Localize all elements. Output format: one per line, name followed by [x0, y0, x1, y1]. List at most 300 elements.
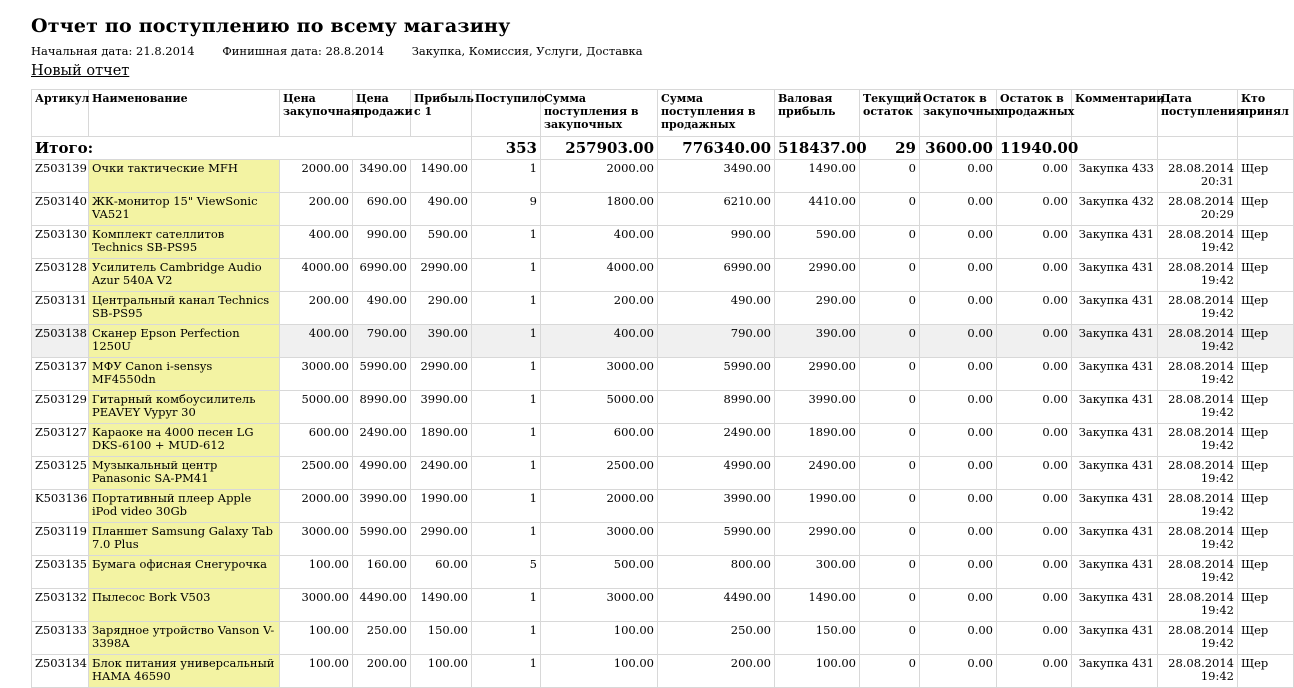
- cell-accepted-by: Щер: [1238, 523, 1294, 556]
- cell-date: [1158, 292, 1238, 325]
- end-date: Финишная дата: 28.8.2014: [222, 44, 385, 58]
- table-row[interactable]: [32, 292, 1294, 325]
- col-name: Наименование: [89, 90, 280, 137]
- cell-profit: 490.00: [411, 193, 472, 226]
- cell-comment: Закупка 431: [1072, 292, 1158, 325]
- cell-date-day: 28.08.2014: [1168, 458, 1234, 472]
- cell-sku: Z503135: [32, 556, 89, 589]
- cell-received: 1: [472, 622, 541, 655]
- cell-name: Очки тактические MFH: [89, 160, 280, 193]
- cell-date-time: 19:42: [1200, 372, 1234, 386]
- table-row[interactable]: [32, 523, 1294, 556]
- cell-date-time: 19:42: [1200, 438, 1234, 452]
- cell-date-time: 19:42: [1200, 504, 1234, 518]
- cell-stock-purchase: 0.00: [920, 259, 997, 292]
- cell-buy-price: 3000.00: [280, 589, 353, 622]
- cell-stock: 0: [860, 226, 920, 259]
- col-sku: Артикул: [32, 90, 89, 137]
- cell-gross-profit: 150.00: [775, 622, 860, 655]
- col-received: Поступило: [472, 90, 541, 137]
- cell-stock: 0: [860, 259, 920, 292]
- cell-sum-sale: 6990.00: [658, 259, 775, 292]
- col-sum-sale: Сумма поступления в продажных: [658, 90, 775, 137]
- cell-name: Пылесос Bork V503: [89, 589, 280, 622]
- cell-profit: 1490.00: [411, 589, 472, 622]
- cell-stock-purchase: 0.00: [920, 490, 997, 523]
- cell-profit: 60.00: [411, 556, 472, 589]
- cell-sum-purchase: 4000.00: [541, 259, 658, 292]
- cell-buy-price: 2000.00: [280, 160, 353, 193]
- totals-label: Итого:: [32, 137, 472, 160]
- cell-date: [1158, 424, 1238, 457]
- cell-accepted-by: Щер: [1238, 424, 1294, 457]
- cell-sell-price: 5990.00: [353, 358, 411, 391]
- cell-comment: Закупка 431: [1072, 391, 1158, 424]
- cell-comment: Закупка 431: [1072, 358, 1158, 391]
- cell-sum-purchase: 400.00: [541, 325, 658, 358]
- cell-stock-purchase: 0.00: [920, 292, 997, 325]
- cell-accepted-by: Щер: [1238, 193, 1294, 226]
- cell-profit: 390.00: [411, 325, 472, 358]
- table-row[interactable]: [32, 589, 1294, 622]
- cell-name: Комплект сателлитов Technics SB-PS95: [89, 226, 280, 259]
- cell-date-time: 19:42: [1200, 570, 1234, 584]
- cell-stock: 0: [860, 292, 920, 325]
- cell-received: 1: [472, 457, 541, 490]
- cell-date: [1158, 193, 1238, 226]
- table-row[interactable]: [32, 259, 1294, 292]
- cell-stock-purchase: 0.00: [920, 457, 997, 490]
- cell-sum-purchase: 400.00: [541, 226, 658, 259]
- totals-row: [32, 137, 1294, 160]
- cell-date-time: 19:42: [1200, 537, 1234, 551]
- cell-buy-price: 200.00: [280, 292, 353, 325]
- cell-stock: 0: [860, 622, 920, 655]
- cell-accepted-by: Щер: [1238, 259, 1294, 292]
- report-table-container[interactable]: [31, 89, 1289, 683]
- cell-date: [1158, 160, 1238, 193]
- cell-buy-price: 3000.00: [280, 358, 353, 391]
- cell-stock: 0: [860, 193, 920, 226]
- cell-gross-profit: 3990.00: [775, 391, 860, 424]
- cell-comment: Закупка 431: [1072, 490, 1158, 523]
- cell-stock-sale: 0.00: [997, 391, 1072, 424]
- cell-stock: 0: [860, 391, 920, 424]
- cell-profit: 590.00: [411, 226, 472, 259]
- cell-date-time: 19:42: [1200, 636, 1234, 650]
- cell-stock: 0: [860, 589, 920, 622]
- col-stock-purchase: Остаток в закупочных: [920, 90, 997, 137]
- cell-profit: 2990.00: [411, 259, 472, 292]
- cell-stock-sale: 0.00: [997, 259, 1072, 292]
- cell-stock-purchase: 0.00: [920, 160, 997, 193]
- total-sum-sale: 776340.00: [658, 137, 775, 160]
- cell-stock: 0: [860, 655, 920, 688]
- cell-buy-price: 600.00: [280, 424, 353, 457]
- cell-date-day: 28.08.2014: [1168, 557, 1234, 571]
- cell-profit: 290.00: [411, 292, 472, 325]
- cell-sum-purchase: 2000.00: [541, 490, 658, 523]
- cell-date: [1158, 457, 1238, 490]
- cell-date: [1158, 226, 1238, 259]
- cell-sum-sale: 4490.00: [658, 589, 775, 622]
- cell-date: [1158, 259, 1238, 292]
- cell-date: [1158, 325, 1238, 358]
- cell-stock-sale: 0.00: [997, 589, 1072, 622]
- cell-comment: Закупка 431: [1072, 589, 1158, 622]
- cell-date: [1158, 655, 1238, 688]
- cell-name: Усилитель Cambridge Audio Azur 540A V2: [89, 259, 280, 292]
- cell-profit: 100.00: [411, 655, 472, 688]
- cell-date-day: 28.08.2014: [1168, 194, 1234, 208]
- cell-sell-price: 2490.00: [353, 424, 411, 457]
- operation-types: Закупка, Комиссия, Услуги, Доставка: [411, 44, 643, 58]
- cell-sell-price: 5990.00: [353, 523, 411, 556]
- cell-stock-sale: 0.00: [997, 292, 1072, 325]
- cell-accepted-by: Щер: [1238, 457, 1294, 490]
- cell-sum-purchase: 1800.00: [541, 193, 658, 226]
- cell-gross-profit: 2990.00: [775, 523, 860, 556]
- cell-sum-sale: 990.00: [658, 226, 775, 259]
- cell-date: [1158, 523, 1238, 556]
- table-row[interactable]: [32, 556, 1294, 589]
- total-sum-purchase: 257903.00: [541, 137, 658, 160]
- cell-profit: 2490.00: [411, 457, 472, 490]
- cell-stock-purchase: 0.00: [920, 655, 997, 688]
- cell-stock: 0: [860, 160, 920, 193]
- cell-stock-sale: 0.00: [997, 424, 1072, 457]
- cell-sku: Z503128: [32, 259, 89, 292]
- cell-sum-sale: 4990.00: [658, 457, 775, 490]
- cell-name: ЖК-монитор 15" ViewSonic VA521: [89, 193, 280, 226]
- cell-date-time: 19:42: [1200, 240, 1234, 254]
- cell-date: [1158, 490, 1238, 523]
- cell-date-day: 28.08.2014: [1168, 524, 1234, 538]
- new-report-link[interactable]: Новый отчет: [31, 63, 130, 79]
- cell-gross-profit: 300.00: [775, 556, 860, 589]
- cell-date-day: 28.08.2014: [1168, 491, 1234, 505]
- cell-sku: Z503132: [32, 589, 89, 622]
- cell-comment: Закупка 431: [1072, 424, 1158, 457]
- cell-profit: 1890.00: [411, 424, 472, 457]
- total-stock: 29: [860, 137, 920, 160]
- cell-date-time: 19:42: [1200, 273, 1234, 287]
- cell-accepted-by: Щер: [1238, 226, 1294, 259]
- cell-sum-purchase: 100.00: [541, 655, 658, 688]
- cell-sell-price: 6990.00: [353, 259, 411, 292]
- cell-stock-sale: 0.00: [997, 490, 1072, 523]
- cell-stock: 0: [860, 490, 920, 523]
- cell-stock-sale: 0.00: [997, 325, 1072, 358]
- cell-gross-profit: 590.00: [775, 226, 860, 259]
- table-row[interactable]: [32, 358, 1294, 391]
- cell-profit: 1990.00: [411, 490, 472, 523]
- cell-stock-purchase: 0.00: [920, 226, 997, 259]
- total-received: 353: [472, 137, 541, 160]
- cell-name: Зарядное утройство Vanson V-3398A: [89, 622, 280, 655]
- cell-date-day: 28.08.2014: [1168, 623, 1234, 637]
- cell-buy-price: 4000.00: [280, 259, 353, 292]
- cell-stock-purchase: 0.00: [920, 589, 997, 622]
- cell-sku: Z503127: [32, 424, 89, 457]
- cell-date-time: 19:42: [1200, 339, 1234, 353]
- cell-sku: Z503131: [32, 292, 89, 325]
- cell-stock-sale: 0.00: [997, 556, 1072, 589]
- cell-accepted-by: Щер: [1238, 160, 1294, 193]
- cell-sku: Z503130: [32, 226, 89, 259]
- cell-sum-purchase: 3000.00: [541, 358, 658, 391]
- cell-sell-price: 690.00: [353, 193, 411, 226]
- cell-comment: Закупка 431: [1072, 457, 1158, 490]
- cell-buy-price: 100.00: [280, 556, 353, 589]
- cell-sum-sale: 5990.00: [658, 523, 775, 556]
- table-row[interactable]: [32, 490, 1294, 523]
- table-row[interactable]: [32, 424, 1294, 457]
- cell-date-day: 28.08.2014: [1168, 227, 1234, 241]
- cell-received: 1: [472, 226, 541, 259]
- cell-stock-purchase: 0.00: [920, 622, 997, 655]
- cell-sum-purchase: 600.00: [541, 424, 658, 457]
- cell-sku: Z503139: [32, 160, 89, 193]
- cell-sku: Z503134: [32, 655, 89, 688]
- table-row[interactable]: [32, 193, 1294, 226]
- cell-gross-profit: 1490.00: [775, 160, 860, 193]
- cell-sum-purchase: 100.00: [541, 622, 658, 655]
- cell-sku: Z503119: [32, 523, 89, 556]
- cell-name: МФУ Canon i-sensys MF4550dn: [89, 358, 280, 391]
- total-gross: 518437.00: [775, 137, 860, 160]
- table-row[interactable]: [32, 391, 1294, 424]
- col-profit-per-unit: Прибыль с 1: [411, 90, 472, 137]
- cell-received: 9: [472, 193, 541, 226]
- cell-received: 1: [472, 523, 541, 556]
- col-sum-purchase: Сумма поступления в закупочных: [541, 90, 658, 137]
- cell-sum-purchase: 5000.00: [541, 391, 658, 424]
- cell-gross-profit: 100.00: [775, 655, 860, 688]
- cell-date: [1158, 358, 1238, 391]
- cell-sell-price: 490.00: [353, 292, 411, 325]
- cell-stock-purchase: 0.00: [920, 391, 997, 424]
- cell-sum-sale: 2490.00: [658, 424, 775, 457]
- cell-name: Блок питания универсальный HAMA 46590: [89, 655, 280, 688]
- cell-accepted-by: Щер: [1238, 358, 1294, 391]
- header-row: [32, 90, 1294, 137]
- cell-accepted-by: Щер: [1238, 622, 1294, 655]
- cell-comment: Закупка 431: [1072, 226, 1158, 259]
- cell-stock: 0: [860, 556, 920, 589]
- cell-sell-price: 200.00: [353, 655, 411, 688]
- col-buy-price: Цена закупочная: [280, 90, 353, 137]
- cell-stock-sale: 0.00: [997, 193, 1072, 226]
- col-comment: Комментарии: [1072, 90, 1158, 137]
- cell-stock-purchase: 0.00: [920, 424, 997, 457]
- cell-gross-profit: 4410.00: [775, 193, 860, 226]
- cell-date-day: 28.08.2014: [1168, 359, 1234, 373]
- cell-accepted-by: Щер: [1238, 490, 1294, 523]
- cell-buy-price: 2500.00: [280, 457, 353, 490]
- cell-sum-sale: 490.00: [658, 292, 775, 325]
- cell-sell-price: 3990.00: [353, 490, 411, 523]
- cell-date-day: 28.08.2014: [1168, 260, 1234, 274]
- cell-stock: 0: [860, 457, 920, 490]
- cell-received: 1: [472, 160, 541, 193]
- table-row[interactable]: [32, 622, 1294, 655]
- cell-gross-profit: 390.00: [775, 325, 860, 358]
- cell-date: [1158, 622, 1238, 655]
- col-sell-price: Цена продажи: [353, 90, 411, 137]
- cell-gross-profit: 1990.00: [775, 490, 860, 523]
- cell-accepted-by: Щер: [1238, 391, 1294, 424]
- cell-date-time: 19:42: [1200, 669, 1234, 683]
- cell-sum-purchase: 2500.00: [541, 457, 658, 490]
- cell-profit: 1490.00: [411, 160, 472, 193]
- cell-stock-sale: 0.00: [997, 226, 1072, 259]
- cell-date-day: 28.08.2014: [1168, 161, 1234, 175]
- cell-sku: Z503137: [32, 358, 89, 391]
- col-date: Дата поступления: [1158, 90, 1238, 137]
- cell-gross-profit: 2990.00: [775, 358, 860, 391]
- cell-received: 1: [472, 259, 541, 292]
- cell-received: 1: [472, 589, 541, 622]
- cell-sum-sale: 8990.00: [658, 391, 775, 424]
- cell-stock-sale: 0.00: [997, 655, 1072, 688]
- cell-sum-sale: 6210.00: [658, 193, 775, 226]
- cell-buy-price: 400.00: [280, 325, 353, 358]
- total-stock-sale: 11940.00: [997, 137, 1072, 160]
- cell-date: [1158, 391, 1238, 424]
- cell-sum-purchase: 500.00: [541, 556, 658, 589]
- table-row[interactable]: [32, 655, 1294, 688]
- cell-received: 1: [472, 490, 541, 523]
- cell-date-time: 19:42: [1200, 471, 1234, 485]
- cell-name: Сканер Epson Perfection 1250U: [89, 325, 280, 358]
- start-date: Начальная дата: 21.8.2014: [31, 44, 195, 58]
- cell-name: Планшет Samsung Galaxy Tab 7.0 Plus: [89, 523, 280, 556]
- cell-date-time: 19:42: [1200, 306, 1234, 320]
- cell-sum-purchase: 200.00: [541, 292, 658, 325]
- cell-name: Гитарный комбоусилитель PEAVEY Vypyr 30: [89, 391, 280, 424]
- cell-accepted-by: Щер: [1238, 556, 1294, 589]
- cell-sku: Z503133: [32, 622, 89, 655]
- cell-date-day: 28.08.2014: [1168, 392, 1234, 406]
- cell-accepted-by: Щер: [1238, 655, 1294, 688]
- table-row[interactable]: [32, 457, 1294, 490]
- cell-comment: Закупка 432: [1072, 193, 1158, 226]
- cell-comment: Закупка 431: [1072, 556, 1158, 589]
- cell-sum-purchase: 2000.00: [541, 160, 658, 193]
- cell-date-day: 28.08.2014: [1168, 590, 1234, 604]
- cell-date: [1158, 589, 1238, 622]
- total-stock-purchase: 3600.00: [920, 137, 997, 160]
- cell-comment: Закупка 431: [1072, 325, 1158, 358]
- cell-date-time: 20:31: [1200, 174, 1234, 188]
- cell-comment: Закупка 431: [1072, 259, 1158, 292]
- cell-stock-sale: 0.00: [997, 457, 1072, 490]
- cell-stock-sale: 0.00: [997, 523, 1072, 556]
- cell-profit: 2990.00: [411, 523, 472, 556]
- cell-buy-price: 400.00: [280, 226, 353, 259]
- cell-stock: 0: [860, 424, 920, 457]
- cell-stock-sale: 0.00: [997, 622, 1072, 655]
- cell-date: [1158, 556, 1238, 589]
- cell-stock-purchase: 0.00: [920, 193, 997, 226]
- cell-stock: 0: [860, 325, 920, 358]
- cell-stock-sale: 0.00: [997, 358, 1072, 391]
- cell-sell-price: 8990.00: [353, 391, 411, 424]
- col-gross-profit: Валовая прибыль: [775, 90, 860, 137]
- cell-gross-profit: 290.00: [775, 292, 860, 325]
- cell-sku: Z503129: [32, 391, 89, 424]
- cell-stock-purchase: 0.00: [920, 556, 997, 589]
- cell-sum-sale: 790.00: [658, 325, 775, 358]
- cell-date-day: 28.08.2014: [1168, 656, 1234, 670]
- cell-name: Музыкальный центр Panasonic SA-PM41: [89, 457, 280, 490]
- cell-name: Караоке на 4000 песен LG DKS-6100 + MUD-612: [89, 424, 280, 457]
- report-meta: [31, 43, 1271, 60]
- cell-sell-price: 3490.00: [353, 160, 411, 193]
- cell-accepted-by: Щер: [1238, 589, 1294, 622]
- cell-date-time: 19:42: [1200, 603, 1234, 617]
- cell-comment: Закупка 433: [1072, 160, 1158, 193]
- cell-buy-price: 100.00: [280, 622, 353, 655]
- cell-sku: Z503138: [32, 325, 89, 358]
- cell-buy-price: 200.00: [280, 193, 353, 226]
- cell-name: Бумага офисная Снегурочка: [89, 556, 280, 589]
- cell-name: Центральный канал Technics SB-PS95: [89, 292, 280, 325]
- cell-gross-profit: 1490.00: [775, 589, 860, 622]
- col-accepted-by: Кто принял: [1238, 90, 1294, 137]
- cell-sum-sale: 250.00: [658, 622, 775, 655]
- cell-comment: Закупка 431: [1072, 622, 1158, 655]
- cell-comment: Закупка 431: [1072, 523, 1158, 556]
- cell-gross-profit: 2990.00: [775, 259, 860, 292]
- cell-sum-sale: 800.00: [658, 556, 775, 589]
- cell-sum-sale: 5990.00: [658, 358, 775, 391]
- cell-accepted-by: Щер: [1238, 292, 1294, 325]
- cell-stock: 0: [860, 358, 920, 391]
- cell-date-day: 28.08.2014: [1168, 425, 1234, 439]
- cell-profit: 2990.00: [411, 358, 472, 391]
- cell-gross-profit: 1890.00: [775, 424, 860, 457]
- cell-comment: Закупка 431: [1072, 655, 1158, 688]
- cell-date-time: 20:29: [1200, 207, 1234, 221]
- cell-stock-purchase: 0.00: [920, 523, 997, 556]
- table-row[interactable]: [32, 226, 1294, 259]
- cell-sell-price: 160.00: [353, 556, 411, 589]
- cell-buy-price: 3000.00: [280, 523, 353, 556]
- cell-sku: K503136: [32, 490, 89, 523]
- cell-profit: 3990.00: [411, 391, 472, 424]
- cell-stock-purchase: 0.00: [920, 325, 997, 358]
- cell-received: 5: [472, 556, 541, 589]
- cell-sku: Z503140: [32, 193, 89, 226]
- cell-sum-purchase: 3000.00: [541, 523, 658, 556]
- table-row[interactable]: [32, 325, 1294, 358]
- cell-stock-sale: 0.00: [997, 160, 1072, 193]
- cell-buy-price: 2000.00: [280, 490, 353, 523]
- cell-gross-profit: 2490.00: [775, 457, 860, 490]
- cell-sell-price: 4990.00: [353, 457, 411, 490]
- cell-received: 1: [472, 391, 541, 424]
- cell-accepted-by: Щер: [1238, 325, 1294, 358]
- cell-sku: Z503125: [32, 457, 89, 490]
- cell-date-day: 28.08.2014: [1168, 326, 1234, 340]
- cell-received: 1: [472, 325, 541, 358]
- cell-sum-sale: 3490.00: [658, 160, 775, 193]
- cell-buy-price: 5000.00: [280, 391, 353, 424]
- table-row[interactable]: [32, 160, 1294, 193]
- cell-sell-price: 990.00: [353, 226, 411, 259]
